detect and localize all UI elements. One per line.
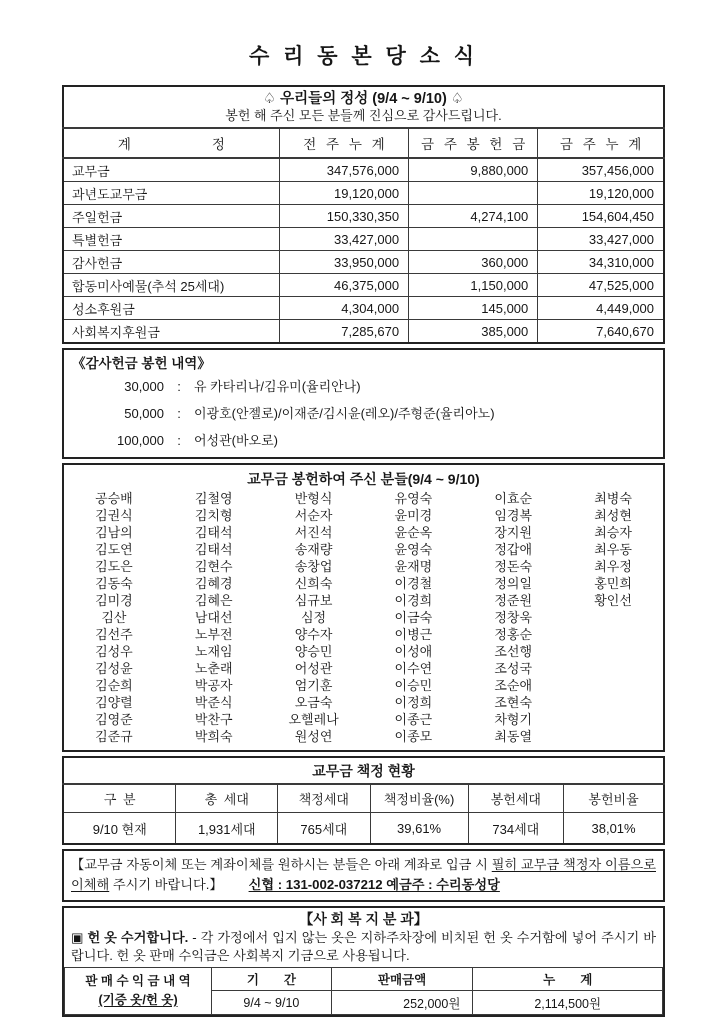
donor-name-cell: 김혜은 xyxy=(194,593,233,608)
donor-row xyxy=(64,507,663,524)
donor-name-cell: 반형식 xyxy=(294,491,333,506)
offerings-header-row xyxy=(63,128,664,158)
assessment-data-row xyxy=(63,813,664,845)
account-name-cell: 특별헌금 xyxy=(63,228,279,251)
amount-cell: 19,120,000 xyxy=(538,182,664,205)
donor-name-cell: 이수연 xyxy=(394,661,433,676)
donor-row xyxy=(64,575,663,592)
assessment-col-header: 봉헌세대 xyxy=(468,784,564,813)
donor-name-cell: 김양렬 xyxy=(95,695,133,710)
amount-cell: 154,604,450 xyxy=(538,205,664,228)
donor-row xyxy=(64,711,663,728)
assessment-caption-row xyxy=(63,757,664,784)
donor-name-cell: 노춘래 xyxy=(194,661,233,676)
amount-cell: 150,330,350 xyxy=(279,205,408,228)
donor-name-cell: 노재임 xyxy=(194,644,233,659)
offering-row xyxy=(63,182,664,205)
donor-row xyxy=(64,694,663,711)
donor-name-cell: 이금숙 xyxy=(394,610,433,625)
offering-row xyxy=(63,274,664,297)
assessment-value-cell: 38,01% xyxy=(564,813,664,845)
welfare-notice-body: - 각 가정에서 입지 않는 옷은 지하주차장에 비치된 헌 옷 수거함에 넣어 주시기 바랍니다. 헌 옷 판매 수익금은 사회복지 기금으로 사용됩니다. xyxy=(71,930,656,963)
amount-cell: 347,576,000 xyxy=(279,158,408,182)
donor-name-cell: 양승민 xyxy=(294,644,333,659)
donor-name-cell: 최동열 xyxy=(494,729,533,744)
donors-grid xyxy=(64,490,663,745)
donor-name-cell: 조성국 xyxy=(494,661,533,676)
donor-name-cell: 양수자 xyxy=(294,627,333,642)
amount-cell: 7,285,670 xyxy=(279,320,408,344)
donor-name-cell: 원성연 xyxy=(294,729,333,744)
amount-cell: 4,449,000 xyxy=(538,297,664,320)
donor-name-cell: 김선주 xyxy=(95,627,133,642)
sales-col-total: 누 계 xyxy=(473,968,663,991)
donor-name-cell: 이병근 xyxy=(394,627,433,642)
account-name-cell: 주일헌금 xyxy=(63,205,279,228)
assessment-col-header: 구 분 xyxy=(63,784,176,813)
donor-name-cell: 이성애 xyxy=(394,644,433,659)
donor-row xyxy=(64,677,663,694)
amount-cell xyxy=(409,228,538,251)
account-name-cell: 과년도교무금 xyxy=(63,182,279,205)
offering-row xyxy=(63,251,664,274)
donor-name-cell: 최병숙 xyxy=(594,491,632,506)
donor-name-cell: 김철영 xyxy=(194,491,233,506)
offerings-title: ♤ 우리들의 정성 (9/4 ~ 9/10) ♤ xyxy=(263,91,464,107)
donor-name-cell: 이승민 xyxy=(394,678,433,693)
donor-name-cell: 서진석 xyxy=(294,525,333,540)
thanks-amount: 100,000 xyxy=(117,433,164,448)
thanks-section xyxy=(62,348,665,459)
donor-name-cell: 박공자 xyxy=(194,678,233,693)
donor-name-cell: 신희숙 xyxy=(294,576,333,591)
offerings-col-prev-total: 전 주 누 계 xyxy=(279,128,408,158)
transfer-notice xyxy=(62,849,665,902)
amount-cell: 360,000 xyxy=(409,251,538,274)
page-title: 수 리 동 본 당 소 식 xyxy=(248,45,478,68)
donor-name-cell: 이종근 xyxy=(394,712,433,727)
donor-name-cell: 조현숙 xyxy=(494,695,533,710)
offerings-caption-row xyxy=(63,86,664,128)
assessment-col-header: 총 세대 xyxy=(176,784,278,813)
donor-name-cell: 김산 xyxy=(101,610,127,625)
donor-name-cell: 최우동 xyxy=(594,542,632,557)
amount-cell: 7,640,670 xyxy=(538,320,664,344)
donor-name-cell: 유영숙 xyxy=(394,491,433,506)
donor-name-cell: 이정희 xyxy=(394,695,433,710)
donor-name-cell: 김성우 xyxy=(95,644,133,659)
amount-cell: 9,880,000 xyxy=(409,158,538,182)
donor-row xyxy=(64,558,663,575)
account-name-cell: 합동미사예물(추석 25세대) xyxy=(63,274,279,297)
donor-row xyxy=(64,660,663,677)
welfare-title: 【사 회 복 지 분 과】 xyxy=(299,911,428,927)
donor-name-cell: 박찬구 xyxy=(194,712,233,727)
donor-name-cell: 송재량 xyxy=(294,542,333,557)
donors-section xyxy=(62,463,665,752)
account-name-cell: 감사헌금 xyxy=(63,251,279,274)
donor-name-cell: 송창업 xyxy=(294,559,333,574)
donor-row xyxy=(64,524,663,541)
donor-name-cell: 정갑애 xyxy=(494,542,533,557)
sales-period-value: 9/4 ~ 9/10 xyxy=(212,991,332,1015)
donor-row xyxy=(64,490,663,507)
donor-row xyxy=(64,643,663,660)
sales-row-header xyxy=(65,968,212,1015)
donor-name-cell: 정돈숙 xyxy=(494,559,533,574)
donor-name-cell: 황인선 xyxy=(594,593,632,608)
sales-table xyxy=(64,967,663,1015)
thanks-colon: : xyxy=(177,379,181,394)
amount-cell: 46,375,000 xyxy=(279,274,408,297)
donor-name-cell: 어성관 xyxy=(294,661,333,676)
donor-name-cell: 이경철 xyxy=(394,576,433,591)
donor-row xyxy=(64,626,663,643)
assessment-table xyxy=(62,756,665,845)
thanks-title: 《감사헌금 봉헌 내역》 xyxy=(72,356,211,371)
donor-name-cell xyxy=(563,711,663,728)
amount-cell: 1,150,000 xyxy=(409,274,538,297)
offering-row xyxy=(63,205,664,228)
welfare-notice-lead: ▣ 헌 옷 수거합니다. xyxy=(71,930,189,945)
donor-name-cell: 윤순옥 xyxy=(394,525,433,540)
donor-name-cell: 김성윤 xyxy=(95,661,133,676)
assessment-header-row xyxy=(63,784,664,813)
donor-name-cell xyxy=(563,643,663,660)
donor-name-cell: 이효순 xyxy=(494,491,533,506)
donor-name-cell: 서순자 xyxy=(294,508,333,523)
donor-row xyxy=(64,541,663,558)
donor-name-cell: 박준식 xyxy=(194,695,233,710)
donor-name-cell: 남대선 xyxy=(194,610,233,625)
assessment-value-cell: 9/10 현재 xyxy=(63,813,176,845)
offering-row xyxy=(63,228,664,251)
donor-name-cell: 김준규 xyxy=(95,729,133,744)
donor-name-cell xyxy=(563,609,663,626)
amount-cell: 33,950,000 xyxy=(279,251,408,274)
sales-amount-value: 252,000원 xyxy=(331,991,473,1015)
donor-row xyxy=(64,728,663,745)
amount-cell: 357,456,000 xyxy=(538,158,664,182)
assessment-col-header: 책정비율(%) xyxy=(370,784,468,813)
donor-name-cell: 최성현 xyxy=(594,508,632,523)
thanks-amount: 30,000 xyxy=(124,379,164,394)
amount-cell: 19,120,000 xyxy=(279,182,408,205)
donor-name-cell: 이경희 xyxy=(394,593,433,608)
donor-name-cell: 윤재명 xyxy=(394,559,433,574)
assessment-value-cell: 734세대 xyxy=(468,813,564,845)
amount-cell: 34,310,000 xyxy=(538,251,664,274)
donor-name-cell: 이종모 xyxy=(394,729,433,744)
donor-name-cell: 엄기훈 xyxy=(294,678,333,693)
notice-lead: 【교무금 자동이체 또는 계좌이체를 원하시는 분들은 아래 계좌로 입금 시 xyxy=(71,857,492,872)
amount-cell: 385,000 xyxy=(409,320,538,344)
offerings-table xyxy=(62,85,665,344)
donor-name-cell: 심정 xyxy=(301,610,327,625)
donor-name-cell: 김치형 xyxy=(194,508,233,523)
thanks-colon: : xyxy=(177,433,181,448)
amount-cell: 4,274,100 xyxy=(409,205,538,228)
donor-name-cell: 정홍순 xyxy=(494,627,533,642)
donor-name-cell: 김태석 xyxy=(194,542,233,557)
account-name-cell: 사회복지후원금 xyxy=(63,320,279,344)
welfare-notice xyxy=(64,929,663,967)
assessment-col-header: 책정세대 xyxy=(278,784,371,813)
assessment-value-cell: 1,931세대 xyxy=(176,813,278,845)
offering-row xyxy=(63,297,664,320)
donor-name-cell xyxy=(563,677,663,694)
donor-row xyxy=(64,609,663,626)
sales-row-header-line2: (기증 옷/헌 옷) xyxy=(98,993,178,1007)
notice-tail: 주시기 바랍니다.】 xyxy=(109,877,223,892)
donor-name-cell xyxy=(563,728,663,745)
donor-name-cell: 김도은 xyxy=(95,559,133,574)
donor-row xyxy=(64,592,663,609)
donor-name-cell: 조순애 xyxy=(494,678,533,693)
donor-name-cell: 정의일 xyxy=(494,576,533,591)
thanks-item xyxy=(72,373,655,400)
donor-name-cell: 김동숙 xyxy=(95,576,133,591)
donor-name-cell: 윤미경 xyxy=(394,508,433,523)
sales-total-value: 2,114,500원 xyxy=(473,991,663,1015)
thanks-item xyxy=(72,400,655,427)
sales-col-period: 기 간 xyxy=(212,968,332,991)
offerings-col-week-total: 금 주 누 계 xyxy=(538,128,664,158)
offerings-col-week-amount: 금 주 봉 헌 금 xyxy=(409,128,538,158)
amount-cell: 4,304,000 xyxy=(279,297,408,320)
thanks-amount: 50,000 xyxy=(124,406,164,421)
donor-name-cell: 정준원 xyxy=(494,593,533,608)
donor-name-cell: 공승배 xyxy=(95,491,133,506)
thanks-item xyxy=(72,427,655,454)
donor-name-cell: 최승자 xyxy=(594,525,632,540)
notice-emphasis: 필히 교무금 책정자 이름으로 이체해 xyxy=(71,857,656,892)
donor-name-cell xyxy=(563,694,663,711)
donor-name-cell: 김태석 xyxy=(194,525,233,540)
welfare-section xyxy=(62,906,665,1017)
thanks-names: 어성관(바오로) xyxy=(194,433,279,448)
sales-col-amount: 판매금액 xyxy=(331,968,473,991)
amount-cell xyxy=(409,182,538,205)
amount-cell: 33,427,000 xyxy=(279,228,408,251)
amount-cell: 33,427,000 xyxy=(538,228,664,251)
donor-name-cell: 김권식 xyxy=(95,508,133,523)
thanks-names: 이광호(안젤로)/이재준/김시윤(레오)/주형준(율리아노) xyxy=(194,406,495,421)
donor-name-cell: 김영준 xyxy=(95,712,133,727)
sales-header-row xyxy=(65,968,663,991)
offerings-col-account: 계 정 xyxy=(63,128,279,158)
donors-title: 교무금 봉헌하여 주신 분들(9/4 ~ 9/10) xyxy=(247,471,480,487)
donor-name-cell: 김현수 xyxy=(194,559,233,574)
donor-name-cell: 박희숙 xyxy=(194,729,233,744)
assessment-value-cell: 39,61% xyxy=(370,813,468,845)
donor-name-cell: 윤영숙 xyxy=(394,542,433,557)
donor-name-cell: 정창욱 xyxy=(494,610,533,625)
thanks-item-list xyxy=(72,373,655,454)
account-name-cell: 교무금 xyxy=(63,158,279,182)
donor-name-cell: 김미경 xyxy=(95,593,133,608)
offering-row xyxy=(63,320,664,344)
donor-name-cell: 홍민희 xyxy=(594,576,632,591)
donor-name-cell: 심규보 xyxy=(294,593,333,608)
donor-name-cell: 임경복 xyxy=(494,508,533,523)
donor-name-cell: 김순희 xyxy=(95,678,133,693)
notice-account: 신협 : 131-002-037212 예금주 : 수리동성당 xyxy=(248,877,500,892)
assessment-title: 교무금 책정 현황 xyxy=(63,757,664,784)
offerings-subtitle: 봉헌 해 주신 모든 분들께 진심으로 감사드립니다. xyxy=(225,108,502,123)
donor-name-cell xyxy=(563,626,663,643)
donor-name-cell xyxy=(563,660,663,677)
donor-name-cell: 최우정 xyxy=(594,559,632,574)
donor-name-cell: 오헬레나 xyxy=(288,712,339,727)
donor-name-cell: 오금숙 xyxy=(294,695,333,710)
account-name-cell: 성소후원금 xyxy=(63,297,279,320)
donor-name-cell: 김남의 xyxy=(95,525,133,540)
assessment-value-cell: 765세대 xyxy=(278,813,371,845)
thanks-names: 유 카타리나/김유미(율리안나) xyxy=(194,379,361,394)
sales-row-header-line1: 판 매 수 익 금 내 역 xyxy=(85,974,191,988)
donor-name-cell: 조선행 xyxy=(494,644,533,659)
offering-row xyxy=(63,158,664,182)
assessment-col-header: 봉헌비율 xyxy=(564,784,664,813)
donor-name-cell: 노부전 xyxy=(194,627,233,642)
thanks-colon: : xyxy=(177,406,181,421)
donor-name-cell: 김혜경 xyxy=(194,576,233,591)
amount-cell: 145,000 xyxy=(409,297,538,320)
donor-name-cell: 차형기 xyxy=(494,712,533,727)
amount-cell: 47,525,000 xyxy=(538,274,664,297)
donor-name-cell: 김도연 xyxy=(95,542,133,557)
offerings-caption-cell xyxy=(63,86,664,128)
donor-name-cell: 장지원 xyxy=(494,525,533,540)
